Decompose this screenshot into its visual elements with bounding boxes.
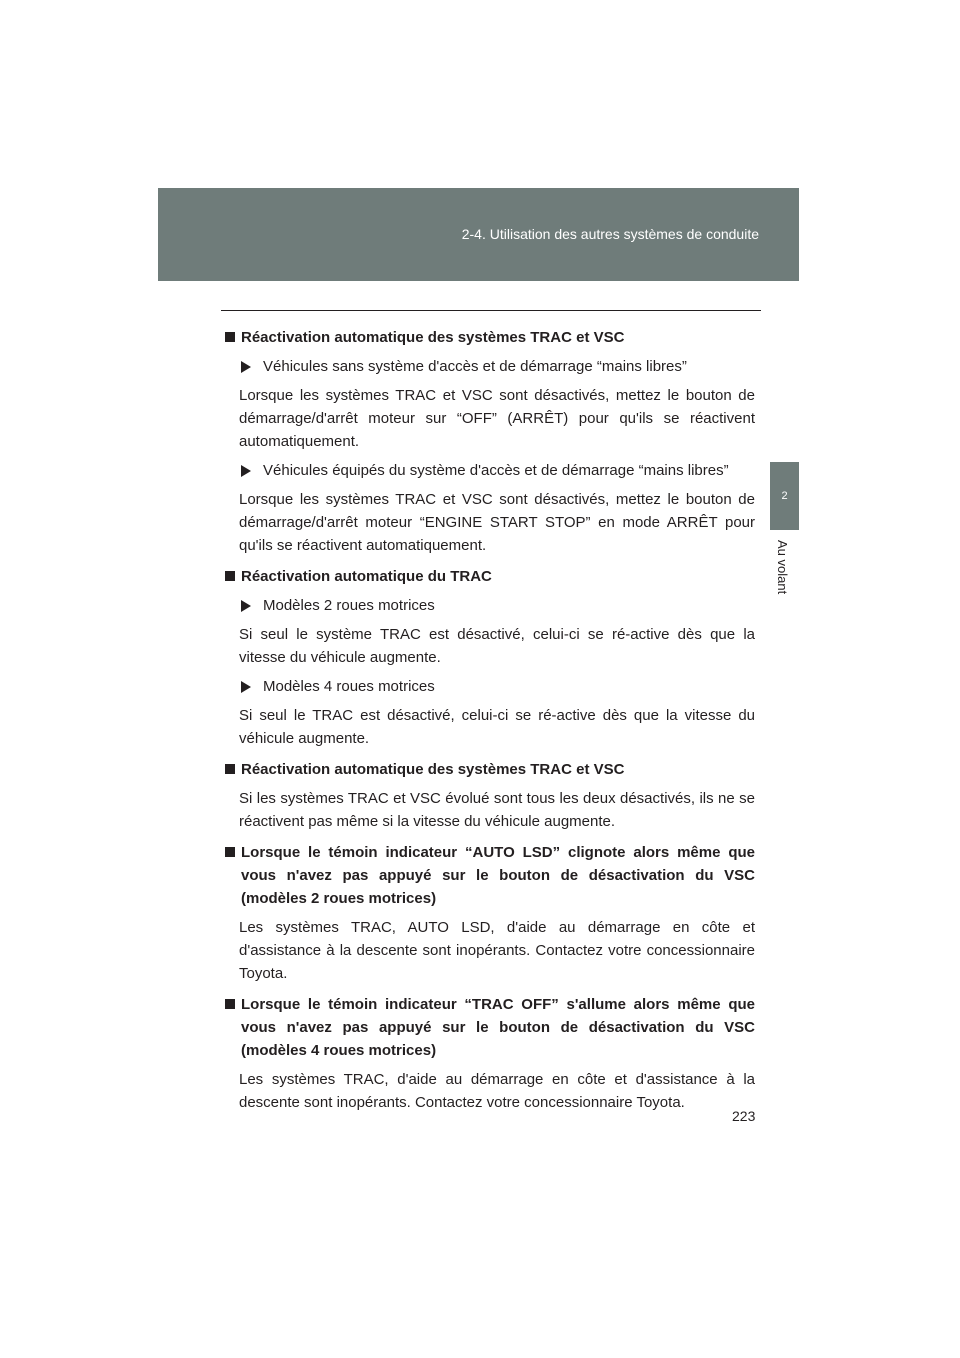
- section-heading-text: Lorsque le témoin indicateur “AUTO LSD” clignote alors même que vous n'avez pas appuyé sur le bouton de désactivation du VSC (modèles 2 roues motrices): [241, 844, 755, 907]
- section-heading-text: Réactivation automatique du TRAC: [241, 568, 492, 585]
- paragraph: Lorsque les systèmes TRAC et VSC sont désactivés, mettez le bouton de démarrage/d'arrêt moteur “ENGINE START STOP” en mode ARRÊT pour qu'ils se réactivent automatiquement.: [239, 491, 755, 554]
- section-heading-text: Lorsque le témoin indicateur “TRAC OFF” s'allume alors même que vous n'avez pas appuyé sur le bouton de désactivation du VSC (modèles 4 roues motrices): [241, 996, 755, 1059]
- bullet-text: Modèles 2 roues motrices: [263, 597, 435, 614]
- chapter-label: Au volant: [775, 540, 790, 595]
- bullet-text: Véhicules équipés du système d'accès et de démarrage “mains libres”: [263, 462, 729, 479]
- section-heading-text: Réactivation automatique des systèmes TRAC et VSC: [241, 329, 625, 346]
- bullet-item: [241, 459, 755, 482]
- square-bullet-icon: [225, 571, 235, 581]
- bullet-item: [241, 594, 755, 617]
- bullet-text: Modèles 4 roues motrices: [263, 678, 435, 695]
- square-bullet-icon: [225, 764, 235, 774]
- triangle-bullet-icon: [241, 681, 251, 693]
- paragraph: Lorsque les systèmes TRAC et VSC sont désactivés, mettez le bouton de démarrage/d'arrêt moteur sur “OFF” (ARRÊT) pour qu'ils se réactivent automatiquement.: [239, 387, 755, 450]
- section-heading: [223, 565, 755, 588]
- header-rule: [221, 310, 761, 311]
- square-bullet-icon: [225, 999, 235, 1009]
- section-heading: [223, 758, 755, 781]
- section-heading: [223, 993, 755, 1062]
- page-content: [223, 326, 755, 1114]
- paragraph: Si seul le TRAC est désactivé, celui-ci se ré-active dès que la vitesse du véhicule augmente.: [239, 707, 755, 747]
- bullet-item: [241, 355, 755, 378]
- section-title: 2-4. Utilisation des autres systèmes de conduite: [461, 226, 759, 242]
- page-number: 223: [732, 1108, 756, 1124]
- chapter-number: 2: [781, 490, 788, 502]
- bullet-item: [241, 675, 755, 698]
- section-heading: [223, 841, 755, 910]
- chapter-tab: [770, 462, 799, 530]
- paragraph: Si les systèmes TRAC et VSC évolué sont tous les deux désactivés, ils ne se réactivent pas même si la vitesse du véhicule augmente.: [239, 790, 755, 830]
- triangle-bullet-icon: [241, 361, 251, 373]
- section-heading-text: Réactivation automatique des systèmes TRAC et VSC: [241, 761, 625, 778]
- triangle-bullet-icon: [241, 465, 251, 477]
- paragraph: Si seul le système TRAC est désactivé, celui-ci se ré-active dès que la vitesse du véhicule augmente.: [239, 626, 755, 666]
- header-band: [158, 188, 799, 281]
- paragraph: Les systèmes TRAC, AUTO LSD, d'aide au démarrage en côte et d'assistance à la descente sont inopérants. Contactez votre concessionnaire Toyota.: [239, 919, 755, 982]
- section-heading: [223, 326, 755, 349]
- square-bullet-icon: [225, 332, 235, 342]
- bullet-text: Véhicules sans système d'accès et de démarrage “mains libres”: [263, 358, 687, 375]
- triangle-bullet-icon: [241, 600, 251, 612]
- square-bullet-icon: [225, 847, 235, 857]
- paragraph: Les systèmes TRAC, d'aide au démarrage en côte et d'assistance à la descente sont inopérants. Contactez votre concessionnaire Toyota.: [239, 1071, 755, 1111]
